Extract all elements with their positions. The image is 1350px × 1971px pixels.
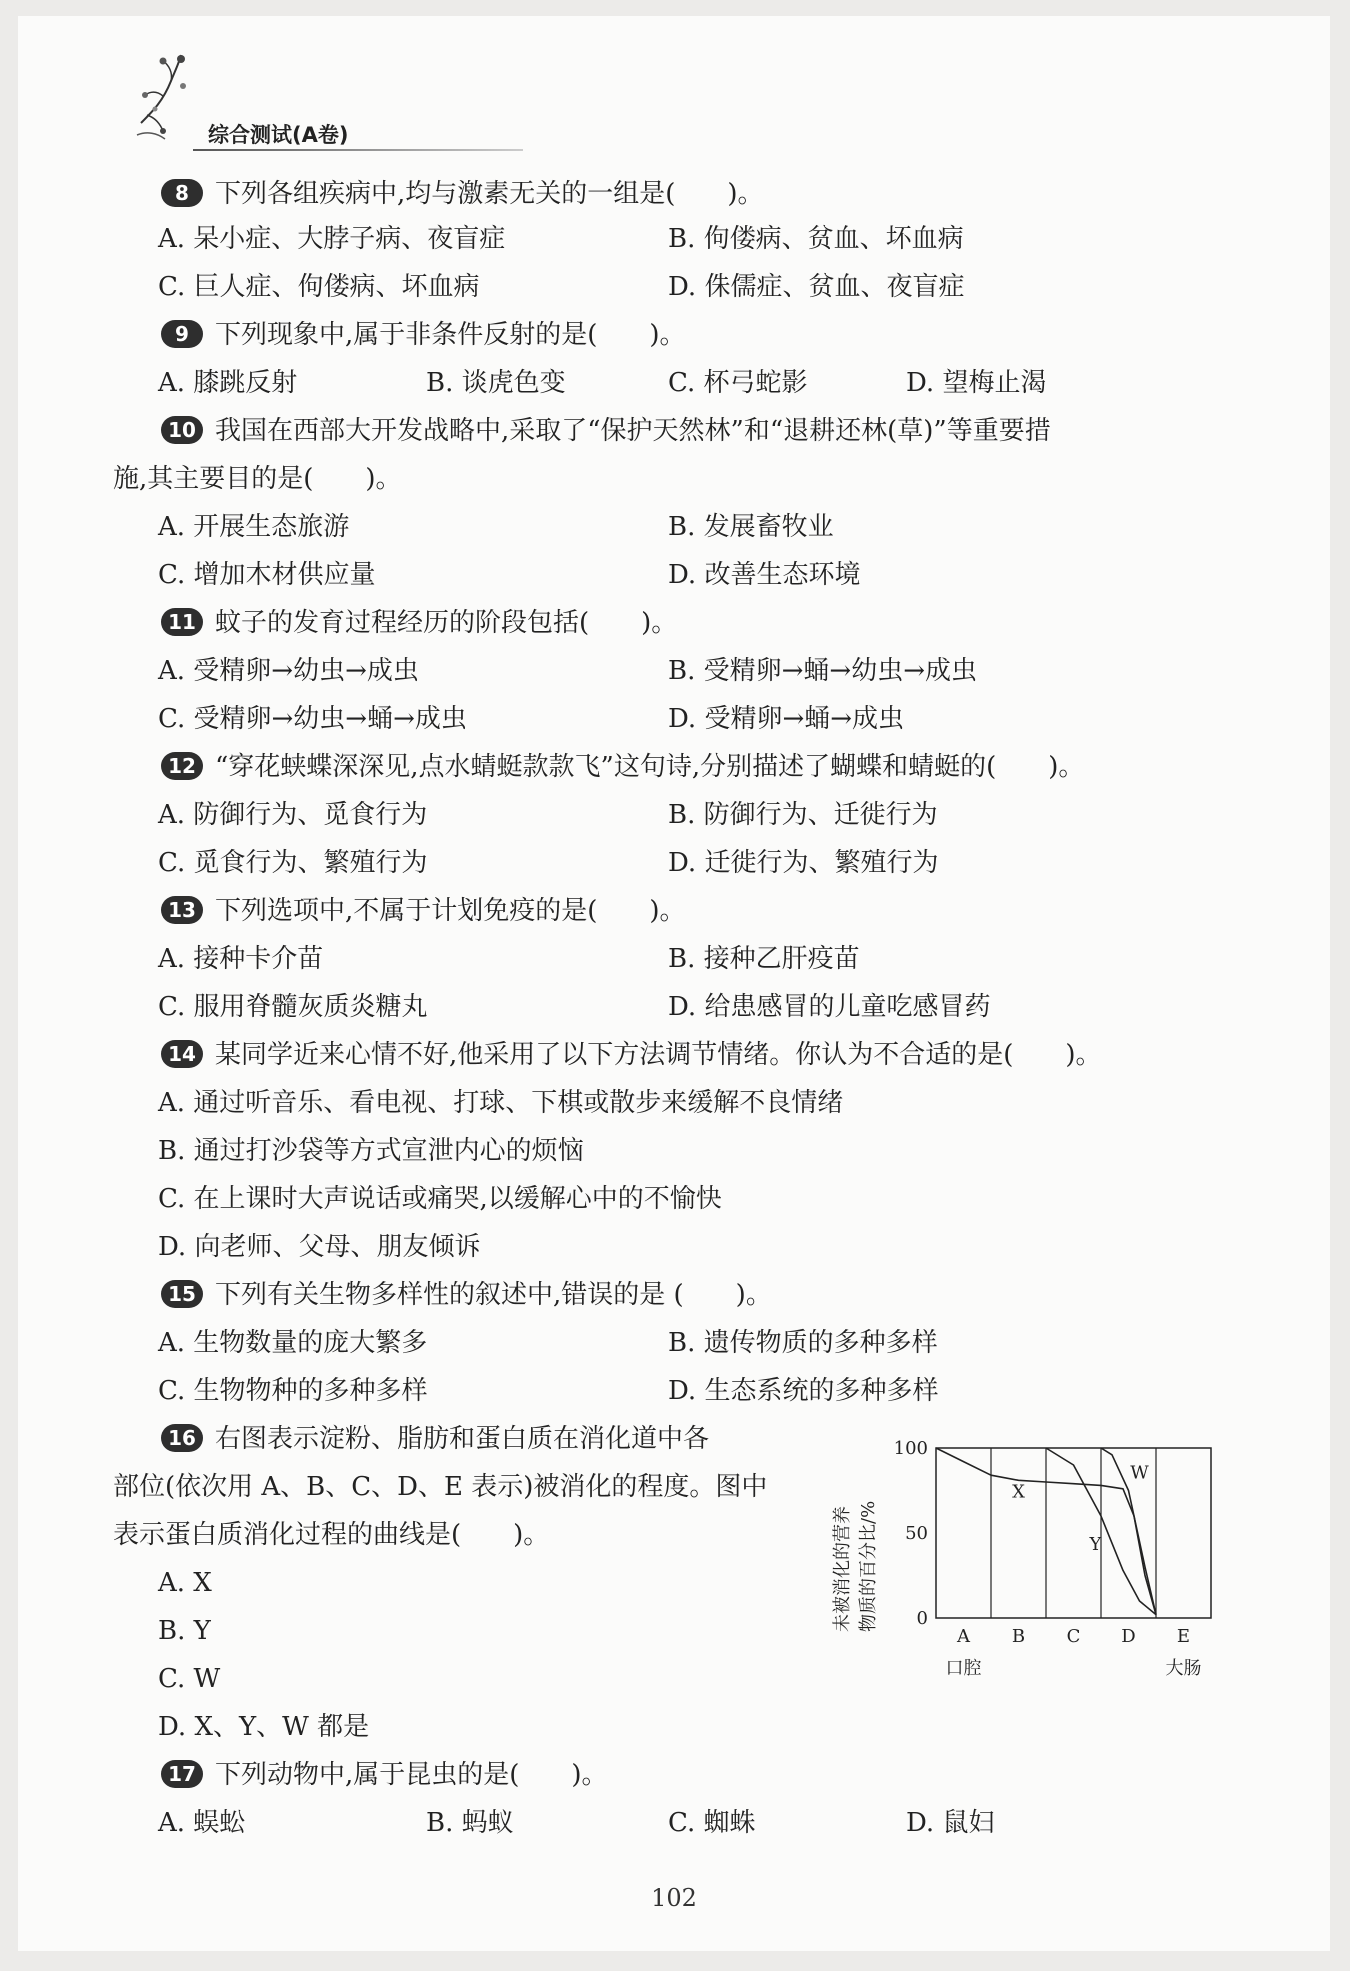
question-16-stem-cont: 表示蛋白质消化过程的曲线是( )。: [113, 1520, 550, 1550]
x-tick-label: C: [1066, 1626, 1081, 1647]
option-c[interactable]: C. W: [158, 1664, 221, 1694]
option-b[interactable]: B. 通过打沙袋等方式宣泄内心的烦恼: [158, 1136, 584, 1166]
question-11-stem: 11 蚊子的发育过程经历的阶段包括( )。: [161, 606, 677, 640]
section-title: 综合测试(A卷): [208, 123, 349, 147]
option-d[interactable]: D. 鼠妇: [906, 1808, 995, 1838]
option-c[interactable]: C. 增加木材供应量: [158, 560, 376, 590]
page-number: 102: [651, 1884, 697, 1912]
question-12-stem: 12 “穿花蛱蝶深深见,点水蜻蜓款款飞”这句诗,分别描述了蝴蝶和蜻蜓的( )。: [161, 750, 1084, 784]
option-b[interactable]: B. 佝偻病、贫血、坏血病: [668, 224, 964, 254]
series-label-W: W: [1130, 1462, 1149, 1484]
x-tick-label: E: [1176, 1626, 1191, 1647]
option-c[interactable]: C. 蜘蛛: [668, 1808, 756, 1838]
question-10-stem: 10 我国在西部大开发战略中,采取了“保护天然林”和“退耕还林(草)”等重要措: [161, 414, 1051, 448]
option-a[interactable]: A. 开展生态旅游: [158, 512, 350, 542]
option-b[interactable]: B. Y: [158, 1616, 211, 1646]
option-b[interactable]: B. 蚂蚁: [426, 1808, 514, 1838]
y-tick-label: 0: [916, 1608, 928, 1629]
option-d[interactable]: D. 生态系统的多种多样: [668, 1376, 939, 1406]
question-13-stem: 13 下列选项中,不属于计划免疫的是( )。: [161, 894, 686, 928]
option-b[interactable]: B. 受精卵→蛹→幼虫→成虫: [668, 656, 977, 686]
option-b[interactable]: B. 发展畜牧业: [668, 512, 834, 542]
y-axis-label-line1: 未被消化的营养: [832, 1506, 853, 1632]
option-a[interactable]: A. 受精卵→幼虫→成虫: [158, 656, 419, 686]
option-a[interactable]: A. X: [158, 1568, 212, 1598]
option-b[interactable]: B. 防御行为、迁徙行为: [668, 800, 938, 830]
option-a[interactable]: A. 接种卡介苗: [158, 944, 324, 974]
option-d[interactable]: D. X、Y、W 都是: [158, 1712, 370, 1742]
question-16-stem-cont: 部位(依次用 A、B、C、D、E 表示)被消化的程度。图中: [113, 1472, 768, 1502]
question-9-stem: 9 下列现象中,属于非条件反射的是( )。: [161, 318, 686, 352]
question-16-stem: 16 右图表示淀粉、脂肪和蛋白质在消化道中各: [161, 1422, 709, 1456]
option-c[interactable]: C. 受精卵→幼虫→蛹→成虫: [158, 704, 467, 734]
flower-logo-icon: [133, 51, 213, 141]
y-axis-label: [832, 1501, 879, 1632]
option-b[interactable]: B. 遗传物质的多种多样: [668, 1328, 938, 1358]
question-number-badge: 9: [161, 320, 203, 348]
question-17-stem: 17 下列动物中,属于昆虫的是( )。: [161, 1758, 608, 1792]
digestion-chart: [826, 1436, 1226, 1696]
option-c[interactable]: C. 在上课时大声说话或痛哭,以缓解心中的不愉快: [158, 1184, 722, 1214]
option-a[interactable]: A. 生物数量的庞大繁多: [158, 1328, 428, 1358]
option-d[interactable]: D. 侏儒症、贫血、夜盲症: [668, 272, 965, 302]
option-c[interactable]: C. 服用脊髓灰质炎糖丸: [158, 992, 428, 1022]
option-c[interactable]: C. 生物物种的多种多样: [158, 1376, 428, 1406]
option-a[interactable]: A. 防御行为、觅食行为: [158, 800, 428, 830]
option-c[interactable]: C. 杯弓蛇影: [668, 368, 808, 398]
question-number-badge: 13: [161, 896, 203, 924]
option-d[interactable]: D. 迁徙行为、繁殖行为: [668, 848, 939, 878]
option-d[interactable]: D. 受精卵→蛹→成虫: [668, 704, 905, 734]
page: [18, 16, 1330, 1951]
x-tick-label: D: [1121, 1626, 1136, 1647]
option-a[interactable]: A. 膝跳反射: [158, 368, 298, 398]
x-region-label-start: 口腔: [945, 1658, 982, 1679]
option-c[interactable]: C. 觅食行为、繁殖行为: [158, 848, 428, 878]
option-a[interactable]: A. 蜈蚣: [158, 1808, 246, 1838]
series-label-X: X: [1012, 1481, 1025, 1503]
y-tick-label: 100: [893, 1438, 928, 1459]
option-d[interactable]: D. 望梅止渴: [906, 368, 1047, 398]
option-d[interactable]: D. 改善生态环境: [668, 560, 861, 590]
option-b[interactable]: B. 谈虎色变: [426, 368, 566, 398]
option-a[interactable]: A. 呆小症、大脖子病、夜盲症: [158, 224, 506, 254]
y-tick-label: 50: [905, 1523, 928, 1544]
x-tick-label: A: [957, 1626, 970, 1647]
option-a[interactable]: A. 通过听音乐、看电视、打球、下棋或散步来缓解不良情绪: [158, 1088, 844, 1118]
question-number-badge: 16: [161, 1424, 203, 1452]
question-15-stem: 15 下列有关生物多样性的叙述中,错误的是 ( )。: [161, 1278, 772, 1312]
question-number-badge: 8: [161, 179, 203, 207]
header: [133, 51, 533, 161]
question-10-stem-cont: 施,其主要目的是( )。: [113, 464, 402, 494]
x-tick-label: B: [1011, 1626, 1026, 1647]
series-label-Y: Y: [1089, 1534, 1102, 1555]
question-number-badge: 11: [161, 608, 203, 636]
question-number-badge: 15: [161, 1280, 203, 1308]
y-axis-label-line2: 物质的百分比/%: [858, 1500, 879, 1632]
question-number-badge: 10: [161, 416, 203, 444]
question-number-badge: 12: [161, 752, 203, 780]
option-b[interactable]: B. 接种乙肝疫苗: [668, 944, 860, 974]
plot-frame: [936, 1448, 1211, 1618]
question-number-badge: 14: [161, 1040, 203, 1068]
x-region-label-end: 大肠: [1165, 1658, 1202, 1679]
question-8-stem: 8 下列各组疾病中,均与激素无关的一组是( )。: [161, 177, 764, 211]
question-14-stem: 14 某同学近来心情不好,他采用了以下方法调节情绪。你认为不合适的是( )。: [161, 1038, 1102, 1072]
header-divider: [193, 149, 523, 151]
option-c[interactable]: C. 巨人症、佝偻病、坏血病: [158, 272, 480, 302]
option-d[interactable]: D. 向老师、父母、朋友倾诉: [158, 1232, 481, 1262]
option-d[interactable]: D. 给患感冒的儿童吃感冒药: [668, 992, 991, 1022]
question-number-badge: 17: [161, 1760, 203, 1788]
